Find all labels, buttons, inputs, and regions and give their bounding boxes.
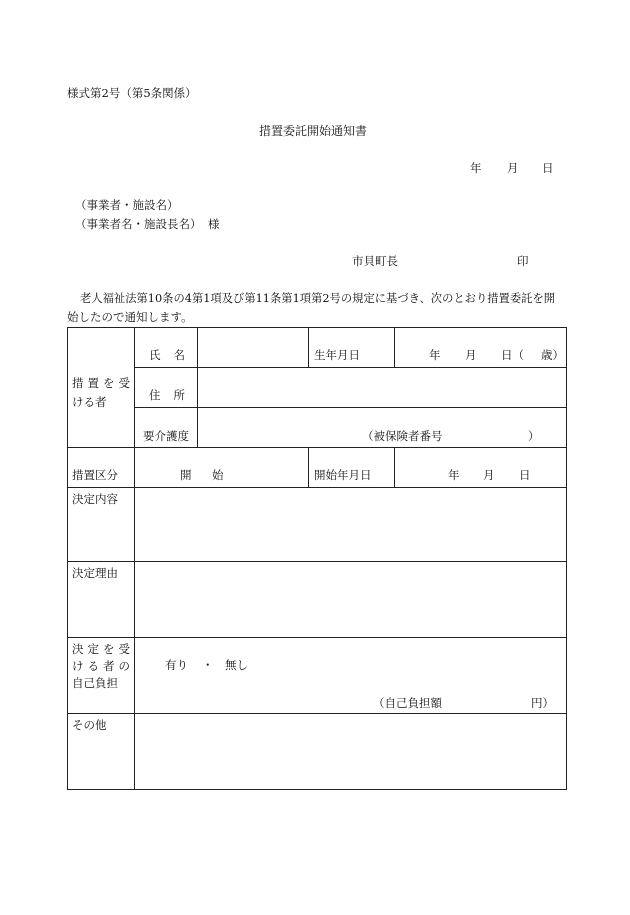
decision-label-cell xyxy=(68,488,135,562)
name-field[interactable] xyxy=(198,328,309,368)
care-label: 要介護度 xyxy=(143,429,189,443)
name-label-a: 氏 xyxy=(149,348,161,362)
insured-number-close: ） xyxy=(528,429,540,443)
date-year: 年 xyxy=(470,161,482,175)
start-label-cell xyxy=(309,448,395,488)
addressee-honorific: 様 xyxy=(208,217,220,231)
reason-label-cell xyxy=(68,562,135,638)
burden-option-no[interactable]: 無し xyxy=(225,658,248,672)
birth-day: 日（ xyxy=(501,348,524,362)
reason-field[interactable] xyxy=(135,562,567,638)
burden-label-line3: 自己負担 xyxy=(72,676,118,690)
care-label-cell xyxy=(135,408,198,448)
other-field[interactable] xyxy=(135,714,567,790)
measure-value-cell xyxy=(135,448,309,488)
recipient-label-line2: ける者 xyxy=(72,395,107,409)
birth-field[interactable] xyxy=(395,328,567,368)
recipient-label-cell xyxy=(68,328,135,448)
burden-amount-unit: 円） xyxy=(531,696,554,710)
addressee-director: （事業者名・施設長名） xyxy=(75,217,202,231)
burden-label-line2: ける者の xyxy=(72,659,134,673)
address-label-cell xyxy=(135,368,198,408)
birth-month: 月 xyxy=(465,348,477,362)
recipient-label-line1-wrap xyxy=(72,376,134,390)
body-text-line2: 始したので通知します。 xyxy=(67,310,193,324)
name-label-b: 名 xyxy=(173,348,185,362)
burden-label-cell xyxy=(68,638,135,714)
date-day: 日 xyxy=(542,161,554,175)
decision-label: 決定内容 xyxy=(72,492,118,506)
insured-number-label: （被保険者番号 xyxy=(362,429,443,443)
name-label-cell xyxy=(135,328,198,368)
start-field[interactable] xyxy=(395,448,567,488)
date-month: 月 xyxy=(507,161,519,175)
burden-option-separator: ・ xyxy=(202,658,214,672)
body-text-line1: 老人福祉法第10条の4第1項及び第11条第1項第2号の規定に基づき、次のとおり措置委託を開 xyxy=(80,292,556,305)
other-label-cell xyxy=(68,714,135,790)
measure-value-a: 開 xyxy=(180,468,192,482)
measure-label-cell xyxy=(68,448,135,488)
other-label: その他 xyxy=(72,718,107,732)
start-label: 開始年月日 xyxy=(314,468,372,482)
birth-year: 年 xyxy=(429,348,441,362)
measure-value-b: 始 xyxy=(212,468,224,482)
start-day: 日 xyxy=(519,468,531,482)
address-label-a: 住 xyxy=(149,388,161,402)
seal-mark: 印 xyxy=(517,254,529,268)
start-year: 年 xyxy=(448,468,460,482)
birth-age: 歳） xyxy=(541,348,564,362)
address-field[interactable] xyxy=(198,368,567,408)
address-label-b: 所 xyxy=(173,388,185,402)
burden-field[interactable] xyxy=(135,638,567,714)
addressee-facility: （事業者・施設名） xyxy=(75,198,179,212)
form-number: 様式第2号（第5条関係） xyxy=(67,86,197,100)
document-title: 措置委託開始通知書 xyxy=(259,124,368,138)
burden-label-line1: 決定を受 xyxy=(72,642,134,656)
measure-table xyxy=(67,327,567,790)
measure-label: 措置区分 xyxy=(72,468,118,482)
birth-label-cell xyxy=(309,328,395,368)
reason-label: 決定理由 xyxy=(72,566,118,580)
sender-name: 市貝町長 xyxy=(352,254,398,268)
decision-field[interactable] xyxy=(135,488,567,562)
birth-label: 生年月日 xyxy=(314,348,360,362)
burden-option-yes[interactable]: 有り xyxy=(165,658,188,672)
care-field[interactable] xyxy=(198,408,567,448)
start-month: 月 xyxy=(483,468,495,482)
recipient-label-line1: 措置を受 xyxy=(72,376,134,390)
burden-amount-label: （自己負担額 xyxy=(373,696,442,710)
